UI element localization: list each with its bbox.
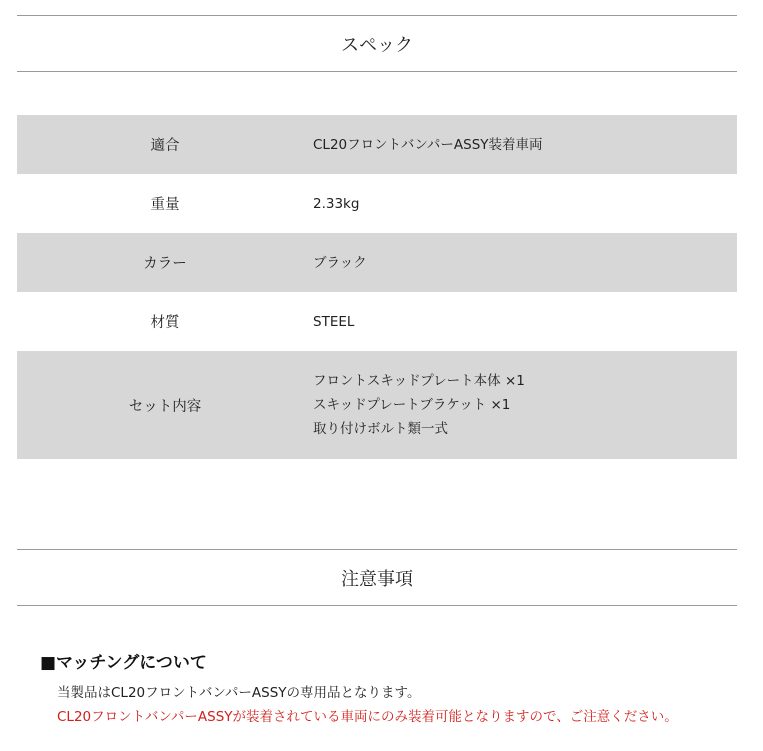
notice-line: 当製品はCL20フロントバンパーASSYの専用品となります。 [57, 685, 421, 701]
spec-label: カラー [143, 256, 187, 272]
spec-value [313, 133, 737, 157]
spec-value-line: 2.33kg [313, 195, 360, 212]
spec-value [313, 310, 737, 334]
spec-value-line: CL20フロントバンパーASSY装着車両 [313, 136, 543, 153]
spec-label: 適合 [150, 138, 180, 154]
notice-title: ■マッチングについて [40, 653, 207, 673]
spec-section-header [17, 15, 737, 72]
spec-value-line: STEEL [313, 313, 355, 330]
spec-heading: スペック [341, 34, 413, 56]
spec-label: セット内容 [128, 398, 202, 415]
spec-row-contents [17, 351, 737, 459]
spec-value [313, 369, 737, 441]
spec-row-color [17, 233, 737, 292]
spec-value-line: フロントスキッドプレート本体 ×1 [313, 373, 525, 389]
spec-row-material [17, 292, 737, 351]
spec-value [313, 251, 737, 275]
spec-row-weight [17, 174, 737, 233]
spec-label: 材質 [150, 315, 180, 331]
spec-value-line: スキッドプレートブラケット ×1 [313, 397, 511, 413]
notice-warning-line: CL20フロントバンパーASSYが装着されている車両にのみ装着可能となりますので、ご注意ください。 [57, 709, 678, 725]
spec-value-line: 取り付けボルト類一式 [313, 421, 448, 437]
notice-section-header [17, 549, 737, 606]
spec-label: 重量 [150, 197, 180, 213]
spec-table [17, 115, 737, 459]
spec-value [313, 192, 737, 216]
spec-value-line: ブラック [313, 254, 367, 271]
notice-heading: 注意事項 [341, 568, 413, 590]
spec-row-compat [17, 115, 737, 174]
notice-content [40, 648, 740, 729]
